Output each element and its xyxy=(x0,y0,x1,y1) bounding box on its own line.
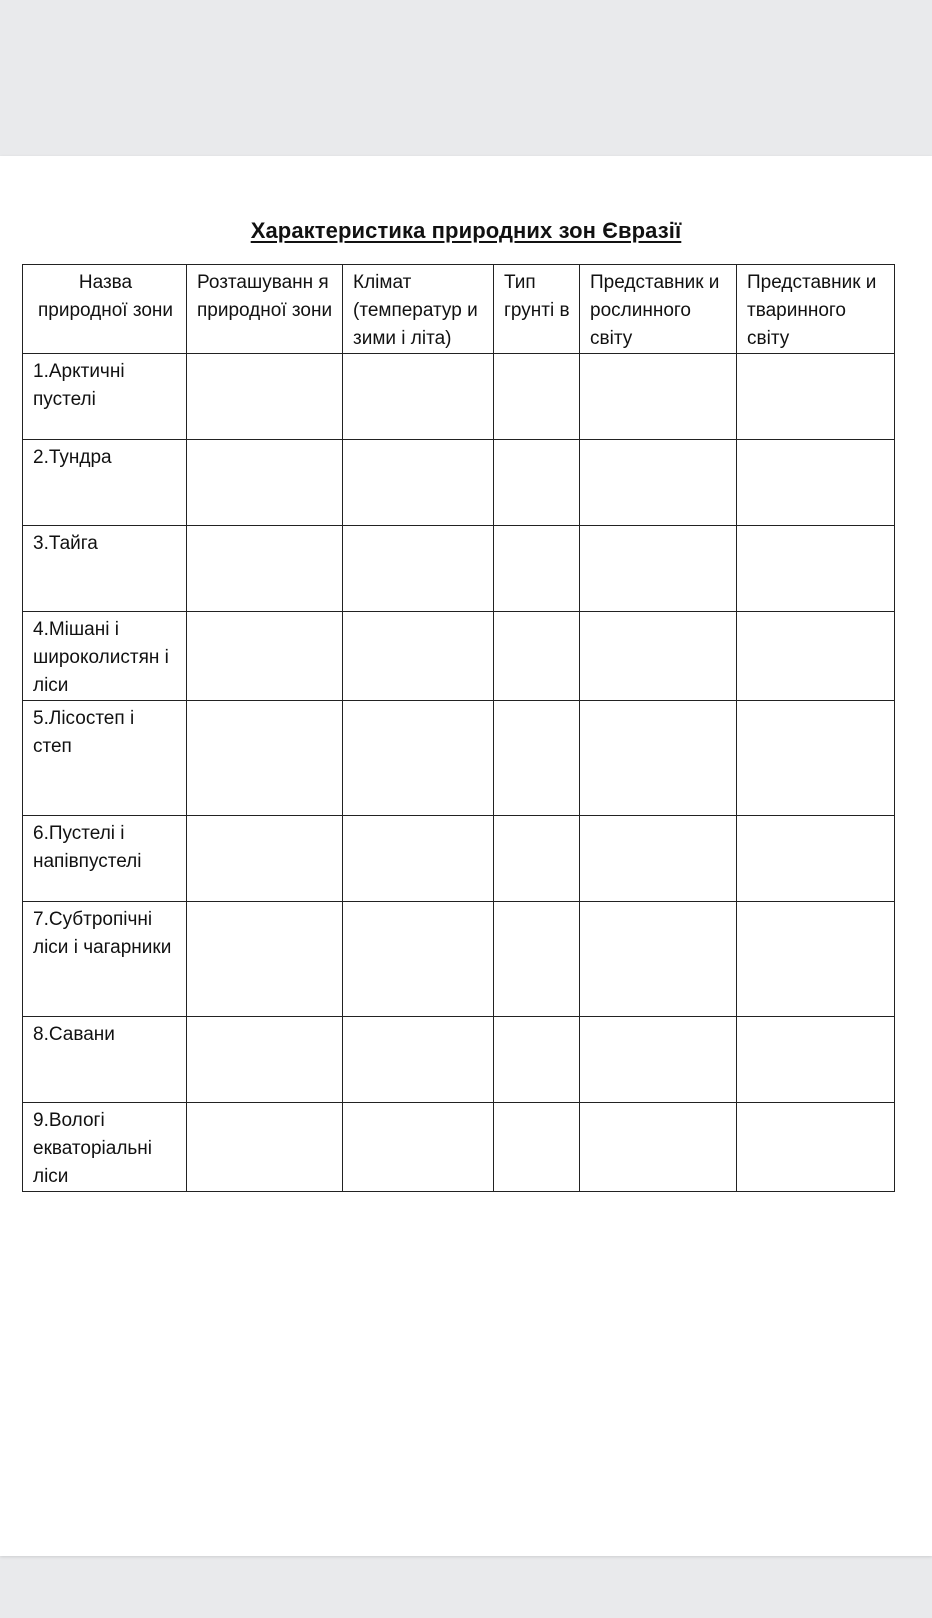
location-cell[interactable] xyxy=(187,1017,343,1103)
soil-cell[interactable] xyxy=(494,701,580,816)
table-row xyxy=(23,701,895,816)
location-cell[interactable] xyxy=(187,1103,343,1192)
table-row xyxy=(23,354,895,440)
soil-cell[interactable] xyxy=(494,902,580,1017)
location-cell[interactable] xyxy=(187,816,343,902)
flora-cell[interactable] xyxy=(580,816,737,902)
flora-cell[interactable] xyxy=(580,1103,737,1192)
flora-cell[interactable] xyxy=(580,902,737,1017)
fauna-cell[interactable] xyxy=(737,440,895,526)
table-row xyxy=(23,1103,895,1192)
zone-name-cell: 9.Вологі екваторіальні ліси xyxy=(23,1103,187,1192)
header-location: Розташуванн я природної зони xyxy=(187,265,343,354)
climate-cell[interactable] xyxy=(343,1103,494,1192)
table-row xyxy=(23,526,895,612)
zone-name-cell: 6.Пустелі і напівпустелі xyxy=(23,816,187,902)
fauna-cell[interactable] xyxy=(737,902,895,1017)
zone-name-cell: 5.Лісостеп і степ xyxy=(23,701,187,816)
table-row xyxy=(23,1017,895,1103)
climate-cell[interactable] xyxy=(343,902,494,1017)
climate-cell[interactable] xyxy=(343,440,494,526)
document-title: Характеристика природних зон Євразії xyxy=(250,218,682,243)
header-flora: Представник и рослинного світу xyxy=(580,265,737,354)
table-row xyxy=(23,902,895,1017)
soil-cell[interactable] xyxy=(494,440,580,526)
climate-cell[interactable] xyxy=(343,354,494,440)
climate-cell[interactable] xyxy=(343,816,494,902)
fauna-cell[interactable] xyxy=(737,1017,895,1103)
table-row xyxy=(23,816,895,902)
flora-cell[interactable] xyxy=(580,526,737,612)
zone-name-cell: 4.Мішані і широколистян і ліси xyxy=(23,612,187,701)
header-soil-type: Тип грунті в xyxy=(494,265,580,354)
table-header-row xyxy=(23,265,895,354)
location-cell[interactable] xyxy=(187,526,343,612)
natural-zones-table xyxy=(22,264,895,1192)
zone-name-cell: 2.Тундра xyxy=(23,440,187,526)
soil-cell[interactable] xyxy=(494,612,580,701)
header-fauna: Представник и тваринного світу xyxy=(737,265,895,354)
climate-cell[interactable] xyxy=(343,1017,494,1103)
climate-cell[interactable] xyxy=(343,612,494,701)
table-row xyxy=(23,440,895,526)
zone-name-cell: 7.Субтропічні ліси і чагарники xyxy=(23,902,187,1017)
table-row xyxy=(23,612,895,701)
soil-cell[interactable] xyxy=(494,1017,580,1103)
document-page xyxy=(0,156,932,1556)
flora-cell[interactable] xyxy=(580,440,737,526)
flora-cell[interactable] xyxy=(580,1017,737,1103)
location-cell[interactable] xyxy=(187,354,343,440)
climate-cell[interactable] xyxy=(343,526,494,612)
zone-name-cell: 1.Арктичні пустелі xyxy=(23,354,187,440)
soil-cell[interactable] xyxy=(494,1103,580,1192)
fauna-cell[interactable] xyxy=(737,816,895,902)
climate-cell[interactable] xyxy=(343,701,494,816)
location-cell[interactable] xyxy=(187,440,343,526)
fauna-cell[interactable] xyxy=(737,526,895,612)
fauna-cell[interactable] xyxy=(737,1103,895,1192)
flora-cell[interactable] xyxy=(580,354,737,440)
zone-name-cell: 8.Савани xyxy=(23,1017,187,1103)
zone-name-cell: 3.Тайга xyxy=(23,526,187,612)
fauna-cell[interactable] xyxy=(737,354,895,440)
fauna-cell[interactable] xyxy=(737,701,895,816)
fauna-cell[interactable] xyxy=(737,612,895,701)
header-climate: Клімат (температур и зими і літа) xyxy=(343,265,494,354)
soil-cell[interactable] xyxy=(494,526,580,612)
flora-cell[interactable] xyxy=(580,612,737,701)
location-cell[interactable] xyxy=(187,902,343,1017)
soil-cell[interactable] xyxy=(494,354,580,440)
location-cell[interactable] xyxy=(187,612,343,701)
flora-cell[interactable] xyxy=(580,701,737,816)
soil-cell[interactable] xyxy=(494,816,580,902)
header-zone-name: Назва природної зони xyxy=(23,265,187,354)
location-cell[interactable] xyxy=(187,701,343,816)
